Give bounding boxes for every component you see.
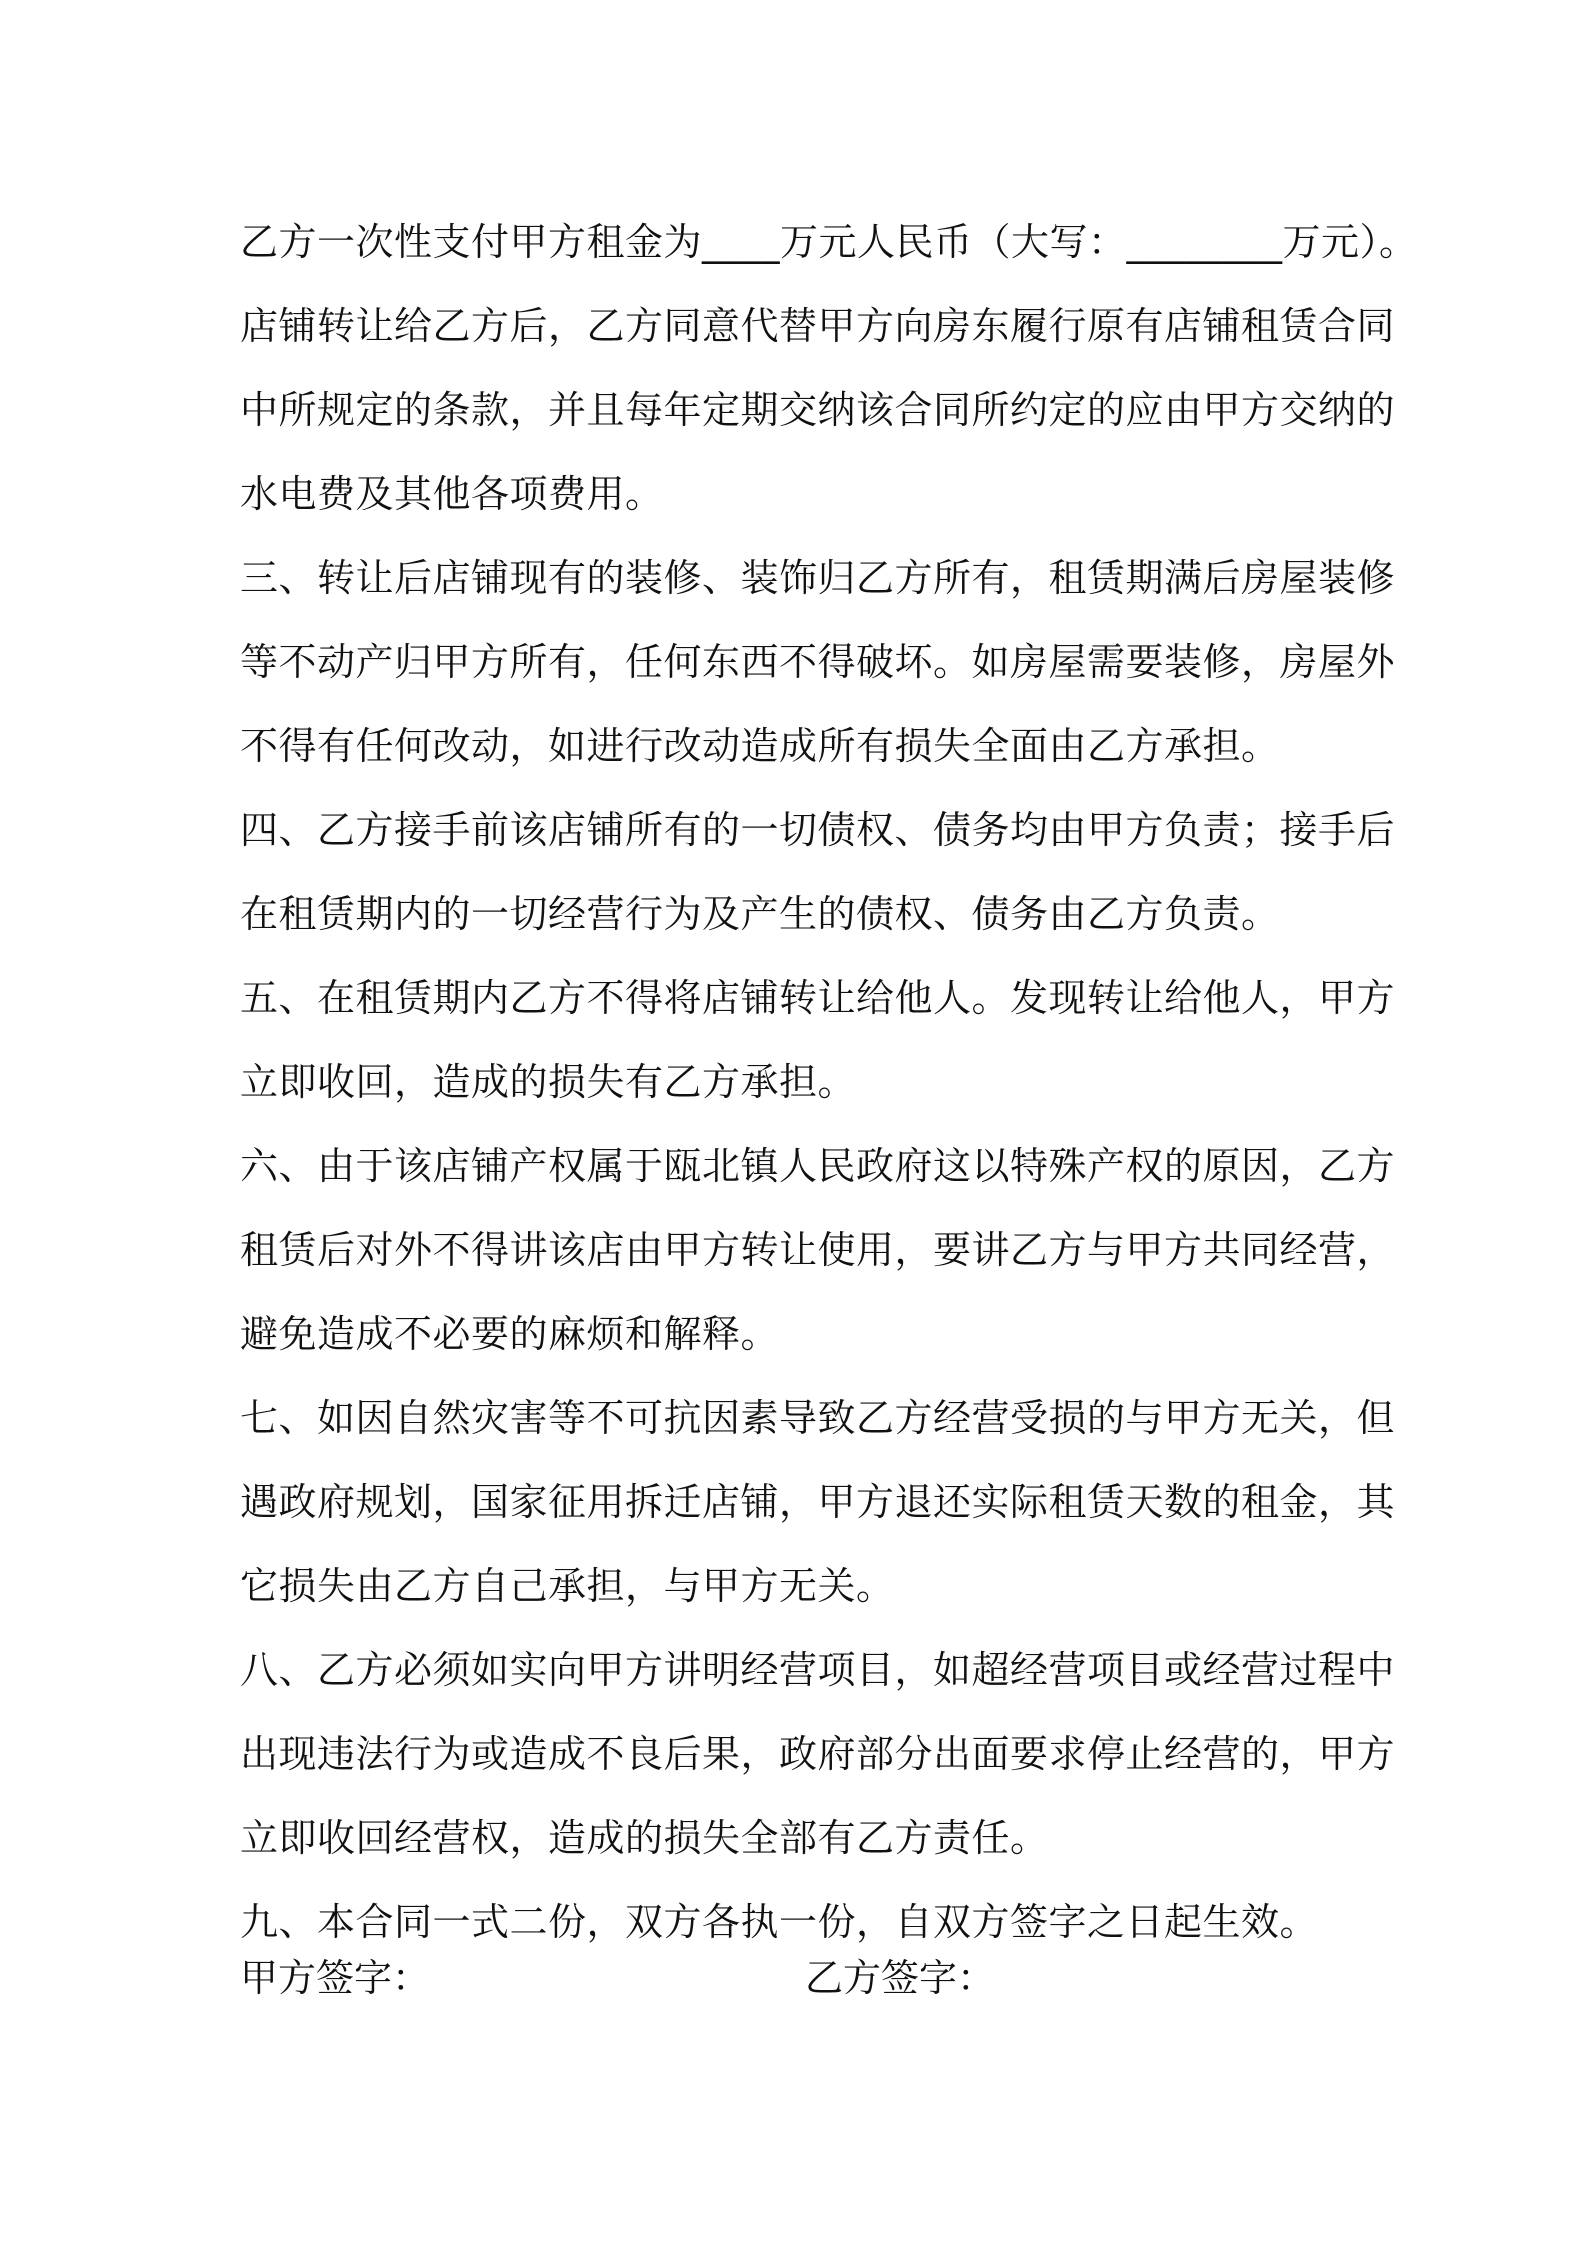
line-13: 租赁后对外不得讲该店由甲方转让使用，要讲乙方与甲方共同经营，: [240, 1228, 1396, 1272]
line-19: 出现违法行为或造成不良后果，政府部分出面要求停止经营的，甲方: [240, 1732, 1396, 1776]
line-08: 四、乙方接手前该店铺所有的一切债权、债务均由甲方负责；接手后: [240, 808, 1396, 852]
party-b-signature-label: 乙方签字：: [805, 1956, 996, 2000]
line-21: 九、本合同一式二份，双方各执一份，自双方签字之日起生效。: [240, 1900, 1319, 1944]
line-07: 不得有任何改动，如进行改动造成所有损失全面由乙方承担。: [240, 724, 1280, 768]
line-01: 乙方一次性支付甲方租金为____万元人民币（大写：________万元）。: [240, 220, 1418, 264]
line-18: 八、乙方必须如实向甲方讲明经营项目，如超经营项目或经营过程中: [240, 1648, 1396, 1692]
line-04: 水电费及其他各项费用。: [240, 472, 664, 516]
party-a-signature-label: 甲方签字：: [240, 1956, 431, 2000]
line-17: 它损失由乙方自己承担，与甲方无关。: [240, 1564, 895, 1608]
contract-body: [240, 200, 1418, 1964]
line-05: 三、转让后店铺现有的装修、装饰归乙方所有，租赁期满后房屋装修: [240, 556, 1396, 600]
line-09: 在租赁期内的一切经营行为及产生的债权、债务由乙方负责。: [240, 892, 1280, 936]
line-03: 中所规定的条款，并且每年定期交纳该合同所约定的应由甲方交纳的: [240, 388, 1396, 432]
line-12: 六、由于该店铺产权属于瓯北镇人民政府这以特殊产权的原因，乙方: [240, 1144, 1396, 1188]
line-10: 五、在租赁期内乙方不得将店铺转让给他人。发现转让给他人，甲方: [240, 976, 1396, 1020]
line-16: 遇政府规划，国家征用拆迁店铺，甲方退还实际租赁天数的租金，其: [240, 1480, 1396, 1524]
line-15: 七、如因自然灾害等不可抗因素导致乙方经营受损的与甲方无关，但: [240, 1396, 1396, 1440]
signature-row: [240, 1936, 1362, 2020]
line-06: 等不动产归甲方所有，任何东西不得破坏。如房屋需要装修，房屋外: [240, 640, 1396, 684]
line-20: 立即收回经营权，造成的损失全部有乙方责任。: [240, 1816, 1049, 1860]
line-02: 店铺转让给乙方后，乙方同意代替甲方向房东履行原有店铺租赁合同: [240, 304, 1396, 348]
line-11: 立即收回，造成的损失有乙方承担。: [240, 1060, 857, 1104]
line-14: 避免造成不必要的麻烦和解释。: [240, 1312, 780, 1356]
